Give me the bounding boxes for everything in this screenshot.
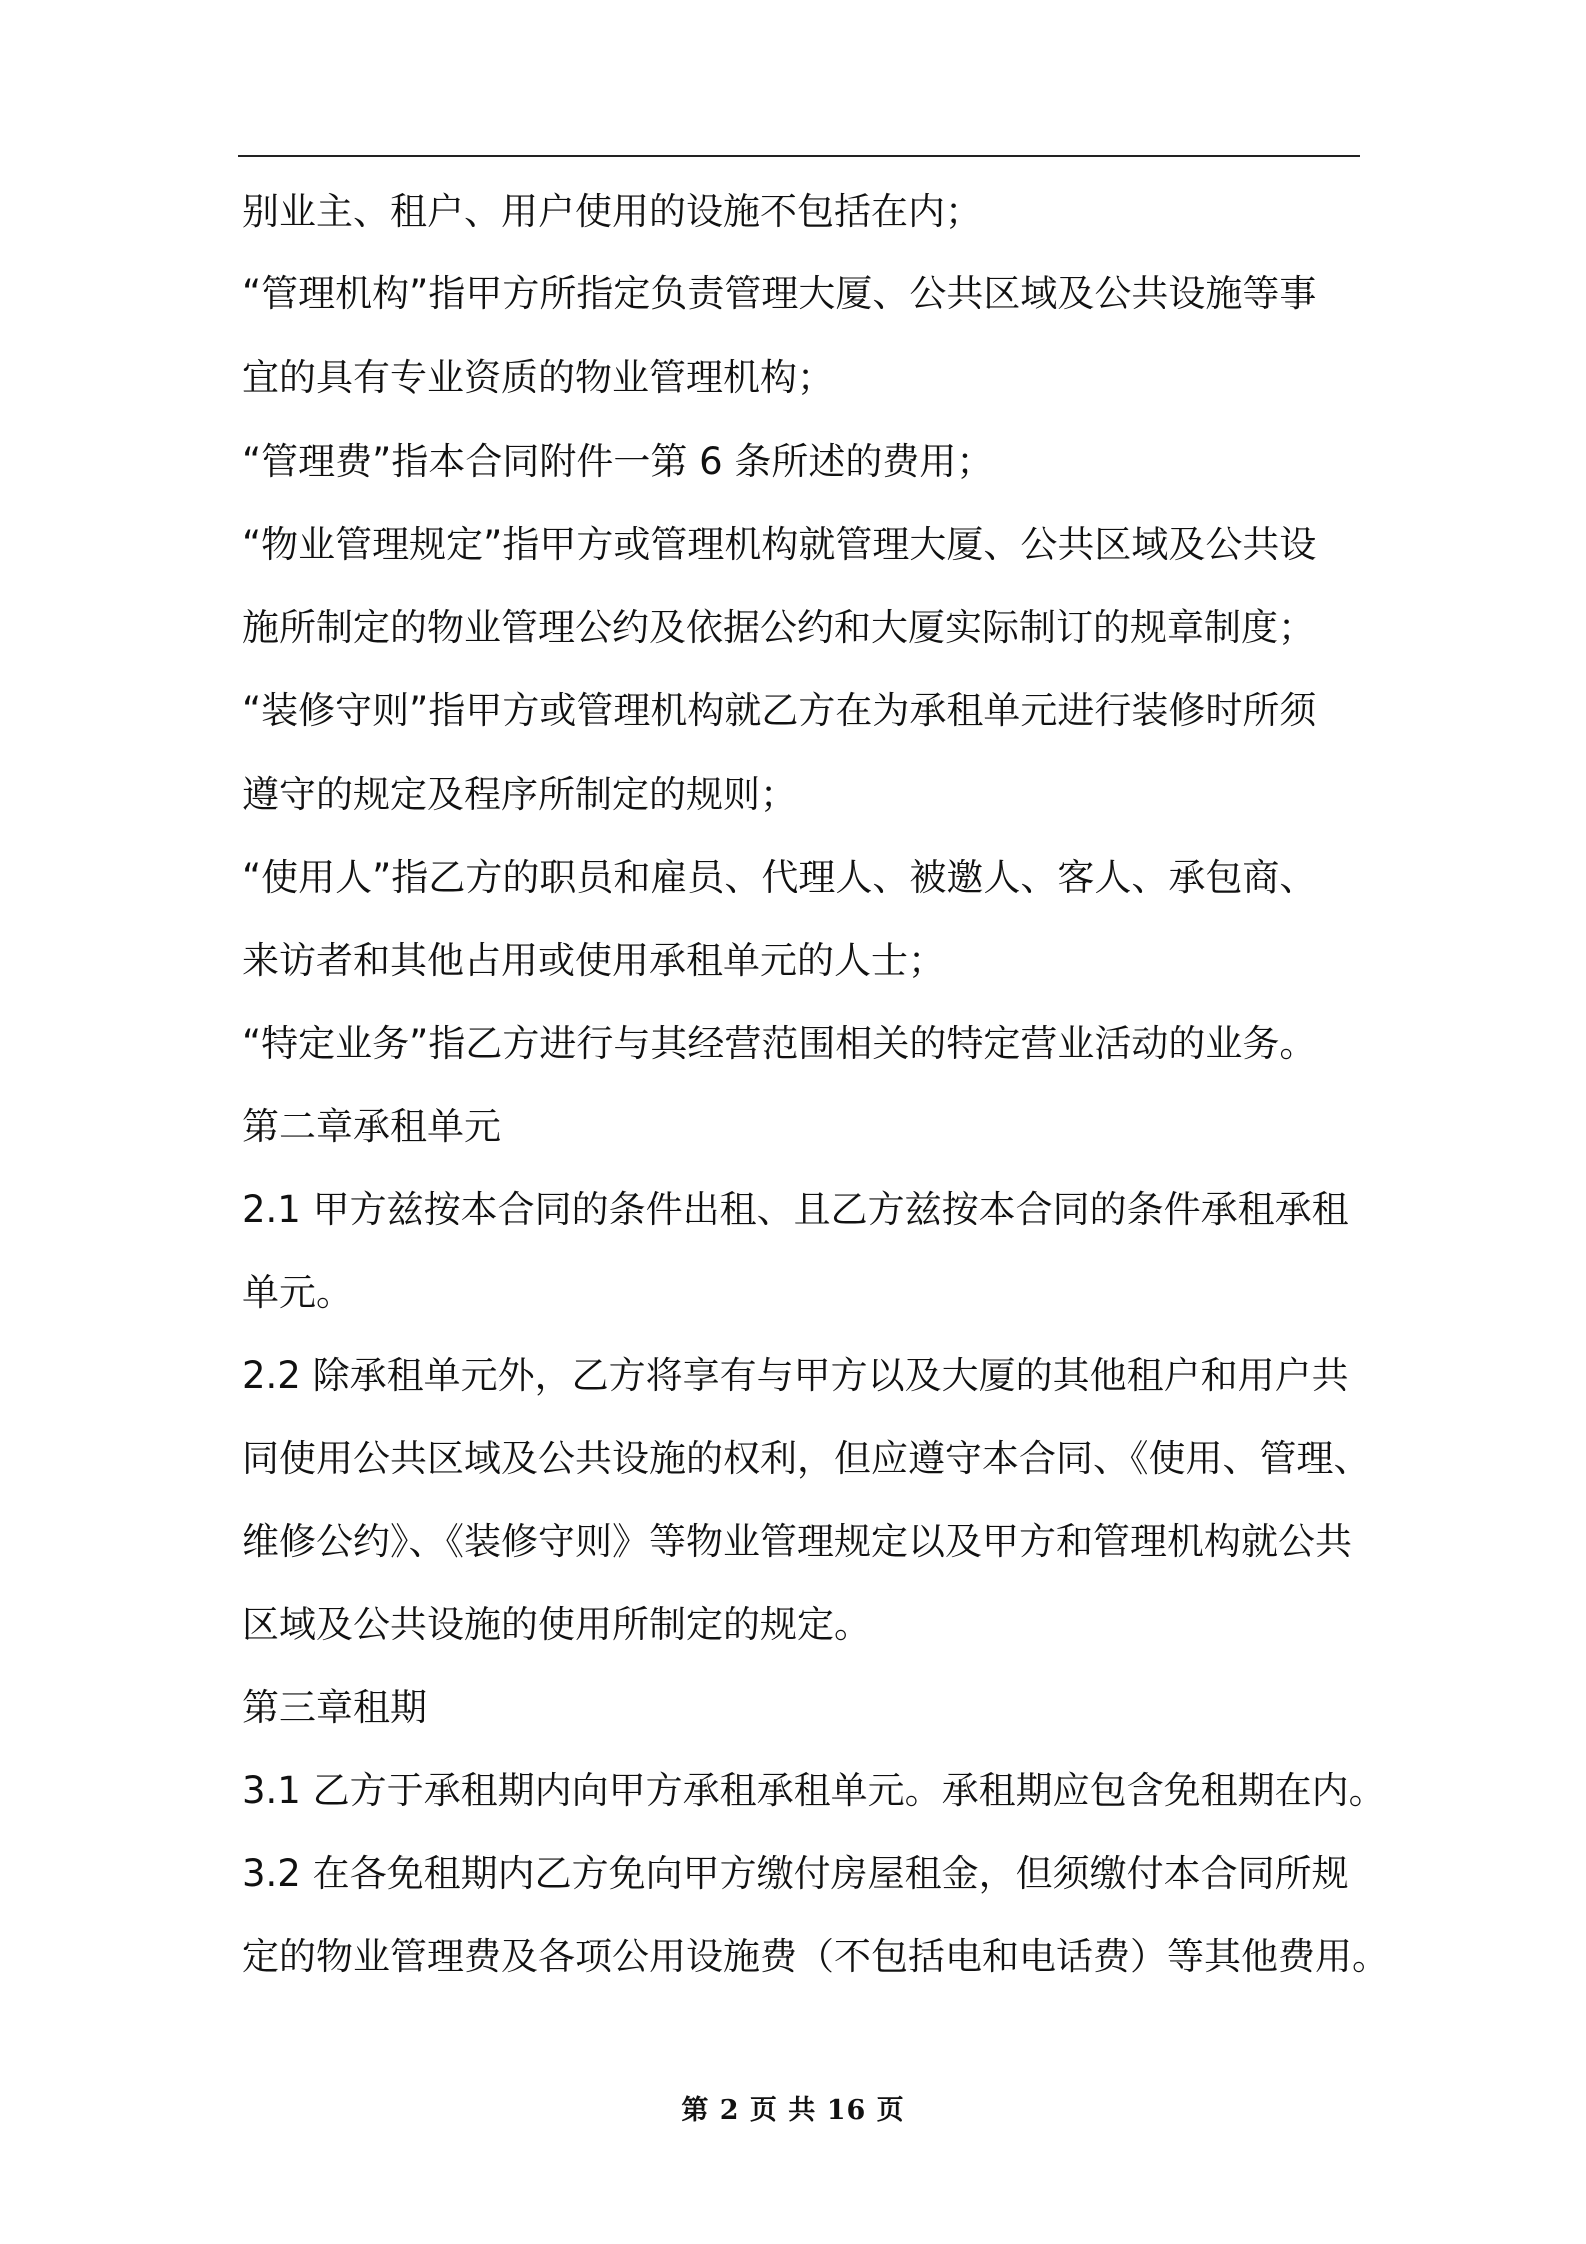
text-line: 单元。	[242, 1271, 353, 1314]
text-line: 2.2 除承租单元外，乙方将享有与甲方以及大厦的其他租户和用户共	[242, 1354, 1349, 1397]
text-line: “物业管理规定”指甲方或管理机构就管理大厦、公共区域及公共设	[242, 523, 1317, 566]
text-line: 遵守的规定及程序所制定的规则；	[242, 773, 797, 816]
text-line: “特定业务”指乙方进行与其经营范围相关的特定营业活动的业务。	[242, 1022, 1317, 1065]
text-line: 来访者和其他占用或使用承租单元的人士；	[242, 939, 945, 982]
text-line: 3.1 乙方于承租期内向甲方承租承租单元。承租期应包含免租期在内。	[242, 1769, 1386, 1812]
text-line: 施所制定的物业管理公约及依据公约和大厦实际制订的规章制度；	[242, 606, 1315, 649]
chapter-heading: 第三章租期	[242, 1686, 427, 1729]
text-line: 维修公约》、《装修守则》等物业管理规定以及甲方和管理机构就公共	[242, 1520, 1352, 1563]
text-line: 别业主、租户、用户使用的设施不包括在内；	[242, 190, 982, 233]
page-number-footer: 第 2 页 共 16 页	[681, 2095, 905, 2126]
text-line: “管理机构”指甲方所指定负责管理大厦、公共区域及公共设施等事	[242, 272, 1317, 315]
header-rule	[238, 155, 1360, 157]
text-line: 同使用公共区域及公共设施的权利，但应遵守本合同、《使用、管理、	[242, 1437, 1371, 1480]
text-line: “管理费”指本合同附件一第 6 条所述的费用；	[242, 440, 994, 483]
text-line: 3.2 在各免租期内乙方免向甲方缴付房屋租金，但须缴付本合同所规	[242, 1852, 1349, 1895]
text-line: “装修守则”指甲方或管理机构就乙方在为承租单元进行装修时所须	[242, 689, 1317, 732]
text-line: 2.1 甲方兹按本合同的条件出租、且乙方兹按本合同的条件承租承租	[242, 1188, 1349, 1231]
text-line: 定的物业管理费及各项公用设施费（不包括电和电话费）等其他费用。	[242, 1935, 1389, 1978]
text-line: 宜的具有专业资质的物业管理机构；	[242, 356, 834, 399]
text-line: 区域及公共设施的使用所制定的规定。	[242, 1603, 871, 1646]
text-line: “使用人”指乙方的职员和雇员、代理人、被邀人、客人、承包商、	[242, 856, 1317, 899]
chapter-heading: 第二章承租单元	[242, 1105, 501, 1148]
